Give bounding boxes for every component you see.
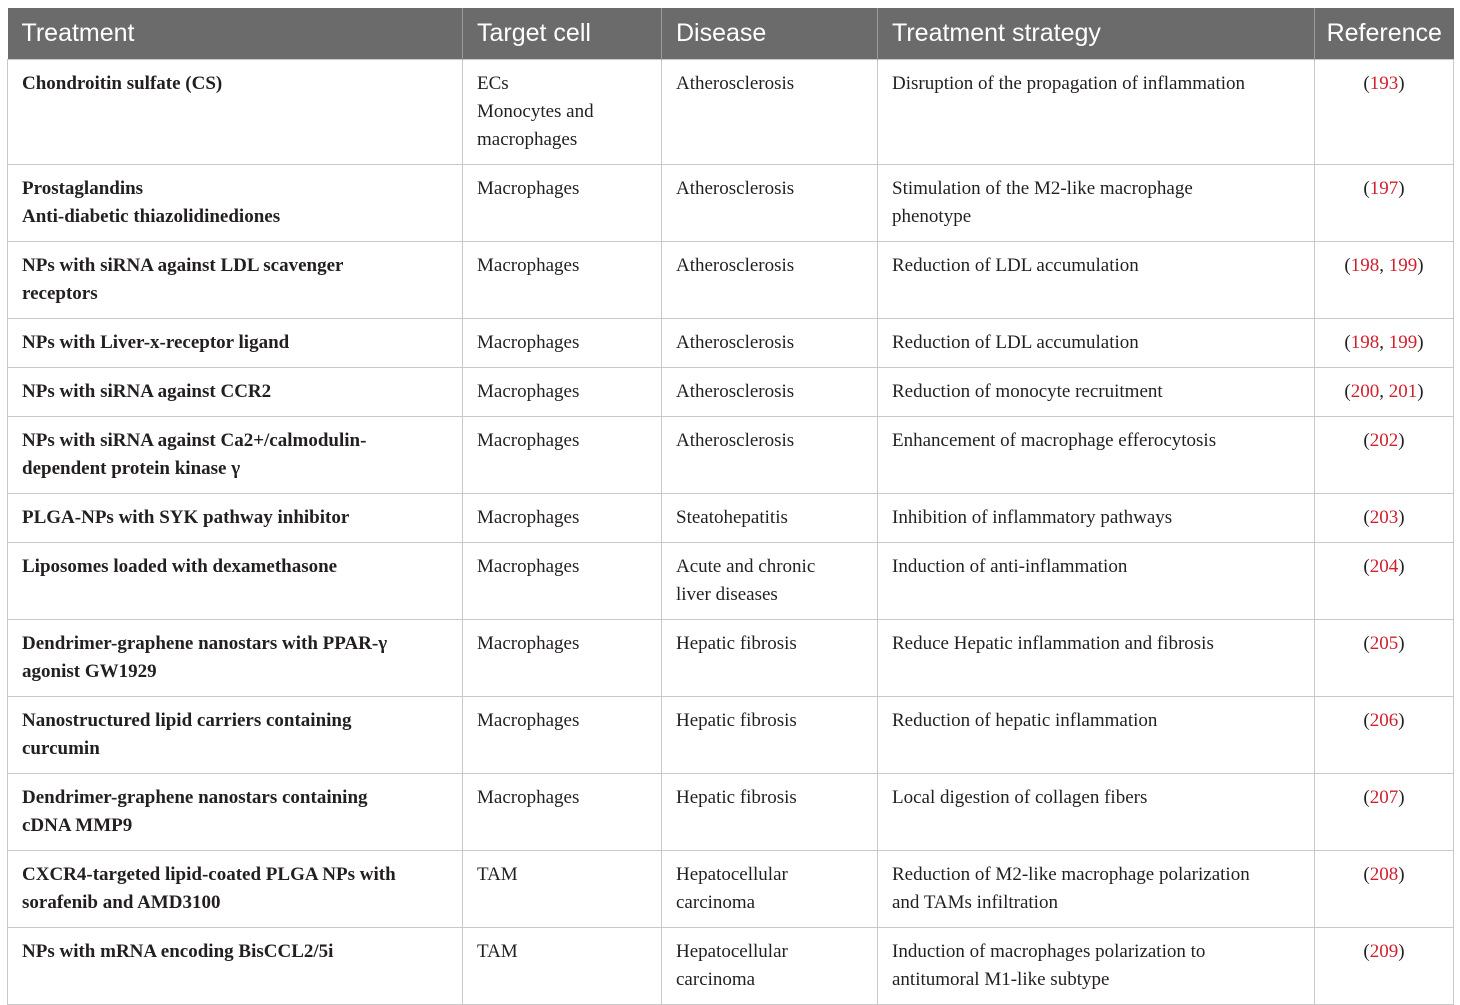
table-row — [8, 319, 1454, 368]
cell-treatment — [8, 60, 463, 165]
cell-treatment-line: Chondroitin sulfate (CS) — [22, 73, 223, 94]
table-row — [8, 620, 1454, 697]
reference-link[interactable]: 202 — [1369, 430, 1399, 451]
table-row — [8, 368, 1454, 417]
cell-target-cell — [463, 494, 662, 543]
cell-treatment-strategy-line: antitumoral M1-like subtype — [892, 969, 1110, 990]
cell-disease-line: Atherosclerosis — [676, 255, 795, 276]
cell-treatment — [8, 165, 463, 242]
cell-treatment-strategy — [878, 928, 1315, 1005]
cell-treatment-line: NPs with siRNA against LDL scavenger — [22, 255, 344, 276]
reference-paren-close: ) — [1398, 178, 1405, 199]
cell-target-cell — [463, 543, 662, 620]
cell-treatment-strategy — [878, 368, 1315, 417]
cell-treatment-strategy-line: Reduction of hepatic inflammation — [892, 710, 1158, 731]
cell-treatment-strategy-line: Reduction of LDL accumulation — [892, 332, 1139, 353]
cell-treatment-strategy — [878, 60, 1315, 165]
reference-paren-open: ( — [1344, 381, 1351, 402]
cell-treatment-line: PLGA-NPs with SYK pathway inhibitor — [22, 507, 350, 528]
reference-paren-close: ) — [1398, 710, 1405, 731]
header-row — [8, 8, 1454, 60]
cell-treatment-line: Dendrimer-graphene nanostars with PPAR-γ — [22, 633, 388, 654]
cell-target-cell — [463, 928, 662, 1005]
reference-separator: , — [1379, 381, 1389, 402]
reference-link[interactable]: 198 — [1350, 255, 1380, 276]
cell-disease — [662, 417, 878, 494]
cell-treatment-strategy — [878, 165, 1315, 242]
cell-disease-line: Atherosclerosis — [676, 178, 795, 199]
cell-treatment-strategy-line: Disruption of the propagation of inflammation — [892, 73, 1246, 94]
cell-disease — [662, 697, 878, 774]
cell-reference — [1315, 242, 1454, 319]
cell-target-cell-line: Macrophages — [477, 178, 580, 199]
reference-paren-open: ( — [1363, 710, 1370, 731]
cell-disease-line: Steatohepatitis — [676, 507, 788, 528]
cell-target-cell — [463, 620, 662, 697]
cell-reference — [1315, 319, 1454, 368]
reference-link[interactable]: 201 — [1388, 381, 1418, 402]
cell-treatment-line: NPs with siRNA against CCR2 — [22, 381, 272, 402]
cell-treatment-strategy-line: Stimulation of the M2-like macrophage — [892, 178, 1193, 199]
cell-disease — [662, 620, 878, 697]
cell-treatment-strategy — [878, 494, 1315, 543]
reference-separator: , — [1379, 332, 1389, 353]
reference-paren-open: ( — [1363, 73, 1370, 94]
cell-treatment-strategy — [878, 697, 1315, 774]
cell-reference — [1315, 417, 1454, 494]
cell-treatment-line: NPs with siRNA against Ca2+/calmodulin- — [22, 430, 367, 451]
cell-disease — [662, 774, 878, 851]
cell-reference — [1315, 368, 1454, 417]
cell-treatment-line: dependent protein kinase γ — [22, 458, 241, 479]
cell-treatment-strategy-line: Reduction of LDL accumulation — [892, 255, 1139, 276]
cell-treatment-strategy-line: phenotype — [892, 206, 972, 227]
table-row — [8, 165, 1454, 242]
cell-treatment-line: Prostaglandins — [22, 178, 144, 199]
cell-disease — [662, 543, 878, 620]
treatment-table — [7, 8, 1454, 1005]
reference-paren-open: ( — [1363, 864, 1370, 885]
cell-target-cell-line: Macrophages — [477, 633, 580, 654]
reference-paren-close: ) — [1417, 381, 1424, 402]
cell-target-cell-line: macrophages — [477, 129, 578, 150]
table-row — [8, 494, 1454, 543]
cell-target-cell — [463, 165, 662, 242]
cell-target-cell-line: Macrophages — [477, 710, 580, 731]
cell-treatment-line: curcumin — [22, 738, 100, 759]
cell-disease-line: carcinoma — [676, 892, 756, 913]
cell-disease-line: liver diseases — [676, 584, 778, 605]
cell-target-cell-line: Macrophages — [477, 556, 580, 577]
cell-disease-line: Atherosclerosis — [676, 430, 795, 451]
reference-paren-open: ( — [1363, 633, 1370, 654]
cell-disease-line: carcinoma — [676, 969, 756, 990]
reference-paren-open: ( — [1344, 255, 1351, 276]
cell-reference — [1315, 543, 1454, 620]
cell-treatment — [8, 697, 463, 774]
treatment-table-container — [7, 8, 1453, 1005]
table-row — [8, 851, 1454, 928]
table-row — [8, 417, 1454, 494]
table-row — [8, 697, 1454, 774]
cell-target-cell-line: ECs — [477, 73, 509, 94]
cell-treatment-line: CXCR4-targeted lipid-coated PLGA NPs with — [22, 864, 396, 885]
table-row — [8, 543, 1454, 620]
cell-reference — [1315, 165, 1454, 242]
cell-treatment-line: NPs with mRNA encoding BisCCL2/5i — [22, 941, 334, 962]
cell-target-cell-line: Monocytes and — [477, 101, 594, 122]
reference-paren-close: ) — [1417, 255, 1424, 276]
table-row — [8, 774, 1454, 851]
reference-link[interactable]: 200 — [1350, 381, 1380, 402]
cell-treatment-strategy-line: and TAMs infiltration — [892, 892, 1058, 913]
cell-treatment-line: Liposomes loaded with dexamethasone — [22, 556, 338, 577]
table-row — [8, 928, 1454, 1005]
cell-target-cell — [463, 697, 662, 774]
header-disease: Disease — [662, 8, 878, 60]
reference-paren-close: ) — [1398, 556, 1405, 577]
cell-treatment-strategy-line: Local digestion of collagen fibers — [892, 787, 1148, 808]
cell-treatment — [8, 242, 463, 319]
reference-link[interactable]: 204 — [1369, 556, 1399, 577]
cell-treatment-strategy — [878, 774, 1315, 851]
cell-target-cell-line: TAM — [477, 864, 518, 885]
reference-paren-open: ( — [1363, 430, 1370, 451]
cell-disease — [662, 494, 878, 543]
cell-reference — [1315, 60, 1454, 165]
cell-target-cell — [463, 60, 662, 165]
cell-treatment-strategy-line: Reduction of monocyte recruitment — [892, 381, 1163, 402]
table-row — [8, 242, 1454, 319]
cell-treatment-strategy — [878, 620, 1315, 697]
cell-target-cell-line: TAM — [477, 941, 518, 962]
cell-treatment-strategy — [878, 543, 1315, 620]
cell-treatment-line: agonist GW1929 — [22, 661, 157, 682]
reference-paren-close: ) — [1398, 787, 1405, 808]
cell-target-cell — [463, 417, 662, 494]
cell-target-cell — [463, 368, 662, 417]
cell-treatment-strategy-line: Inhibition of inflammatory pathways — [892, 507, 1173, 528]
cell-disease-line: Hepatocellular — [676, 864, 788, 885]
cell-treatment-strategy-line: Reduction of M2-like macrophage polarization — [892, 864, 1250, 885]
reference-paren-open: ( — [1363, 787, 1370, 808]
reference-link[interactable]: 199 — [1388, 255, 1418, 276]
reference-link[interactable]: 205 — [1369, 633, 1399, 654]
cell-target-cell-line: Macrophages — [477, 255, 580, 276]
reference-paren-open: ( — [1363, 941, 1370, 962]
reference-link[interactable]: 199 — [1388, 332, 1418, 353]
cell-target-cell-line: Macrophages — [477, 332, 580, 353]
cell-disease — [662, 928, 878, 1005]
reference-link[interactable]: 206 — [1369, 710, 1399, 731]
table-header — [8, 8, 1454, 60]
cell-disease — [662, 242, 878, 319]
cell-disease — [662, 165, 878, 242]
cell-treatment-line: cDNA MMP9 — [22, 815, 133, 836]
cell-reference — [1315, 928, 1454, 1005]
cell-treatment-line: receptors — [22, 283, 98, 304]
reference-paren-close: ) — [1398, 864, 1405, 885]
header-treatment-strategy: Treatment strategy — [878, 8, 1315, 60]
cell-treatment-strategy — [878, 242, 1315, 319]
cell-reference — [1315, 620, 1454, 697]
reference-paren-close: ) — [1398, 633, 1405, 654]
reference-link[interactable]: 193 — [1369, 73, 1399, 94]
cell-treatment-strategy — [878, 417, 1315, 494]
cell-disease-line: Acute and chronic — [676, 556, 816, 577]
cell-treatment-strategy — [878, 319, 1315, 368]
reference-paren-open: ( — [1363, 556, 1370, 577]
header-treatment: Treatment — [8, 8, 463, 60]
reference-link[interactable]: 209 — [1369, 941, 1399, 962]
cell-disease-line: Hepatocellular — [676, 941, 788, 962]
reference-paren-open: ( — [1363, 178, 1370, 199]
reference-separator: , — [1379, 255, 1389, 276]
cell-treatment — [8, 319, 463, 368]
reference-paren-close: ) — [1398, 73, 1405, 94]
cell-target-cell — [463, 319, 662, 368]
cell-treatment-line: Anti-diabetic thiazolidinediones — [22, 206, 281, 227]
cell-disease-line: Hepatic fibrosis — [676, 787, 797, 808]
cell-treatment — [8, 543, 463, 620]
cell-treatment — [8, 774, 463, 851]
reference-paren-close: ) — [1398, 507, 1405, 528]
cell-target-cell-line: Macrophages — [477, 787, 580, 808]
cell-treatment — [8, 417, 463, 494]
reference-paren-open: ( — [1363, 507, 1370, 528]
cell-reference — [1315, 851, 1454, 928]
reference-link[interactable]: 197 — [1369, 178, 1399, 199]
table-body — [8, 60, 1454, 1005]
cell-treatment-line: NPs with Liver-x-receptor ligand — [22, 332, 290, 353]
cell-target-cell-line: Macrophages — [477, 381, 580, 402]
cell-treatment-strategy-line: Induction of anti-inflammation — [892, 556, 1128, 577]
cell-disease-line: Hepatic fibrosis — [676, 710, 797, 731]
cell-disease-line: Atherosclerosis — [676, 381, 795, 402]
cell-target-cell — [463, 851, 662, 928]
cell-treatment-line: Dendrimer-graphene nanostars containing — [22, 787, 368, 808]
cell-treatment — [8, 851, 463, 928]
cell-treatment-line: sorafenib and AMD3100 — [22, 892, 221, 913]
cell-disease — [662, 851, 878, 928]
cell-treatment-strategy — [878, 851, 1315, 928]
reference-link[interactable]: 198 — [1350, 332, 1380, 353]
reference-paren-close: ) — [1417, 332, 1424, 353]
reference-link[interactable]: 203 — [1369, 507, 1399, 528]
reference-link[interactable]: 208 — [1369, 864, 1399, 885]
header-reference: Reference — [1315, 8, 1454, 60]
reference-paren-open: ( — [1344, 332, 1351, 353]
cell-target-cell — [463, 774, 662, 851]
cell-disease — [662, 319, 878, 368]
reference-paren-close: ) — [1398, 941, 1405, 962]
cell-treatment — [8, 620, 463, 697]
reference-paren-close: ) — [1398, 430, 1405, 451]
cell-target-cell-line: Macrophages — [477, 507, 580, 528]
cell-reference — [1315, 494, 1454, 543]
reference-link[interactable]: 207 — [1369, 787, 1399, 808]
cell-disease-line: Atherosclerosis — [676, 332, 795, 353]
cell-treatment-strategy-line: Reduce Hepatic inflammation and fibrosis — [892, 633, 1214, 654]
cell-treatment — [8, 368, 463, 417]
cell-treatment-strategy-line: Enhancement of macrophage efferocytosis — [892, 430, 1217, 451]
cell-reference — [1315, 774, 1454, 851]
cell-target-cell-line: Macrophages — [477, 430, 580, 451]
cell-treatment — [8, 928, 463, 1005]
table-row — [8, 60, 1454, 165]
cell-reference — [1315, 697, 1454, 774]
cell-disease-line: Hepatic fibrosis — [676, 633, 797, 654]
cell-treatment-line: Nanostructured lipid carriers containing — [22, 710, 352, 731]
cell-treatment — [8, 494, 463, 543]
cell-treatment-strategy-line: Induction of macrophages polarization to — [892, 941, 1206, 962]
cell-disease — [662, 368, 878, 417]
header-target-cell: Target cell — [463, 8, 662, 60]
cell-target-cell — [463, 242, 662, 319]
cell-disease-line: Atherosclerosis — [676, 73, 795, 94]
cell-disease — [662, 60, 878, 165]
